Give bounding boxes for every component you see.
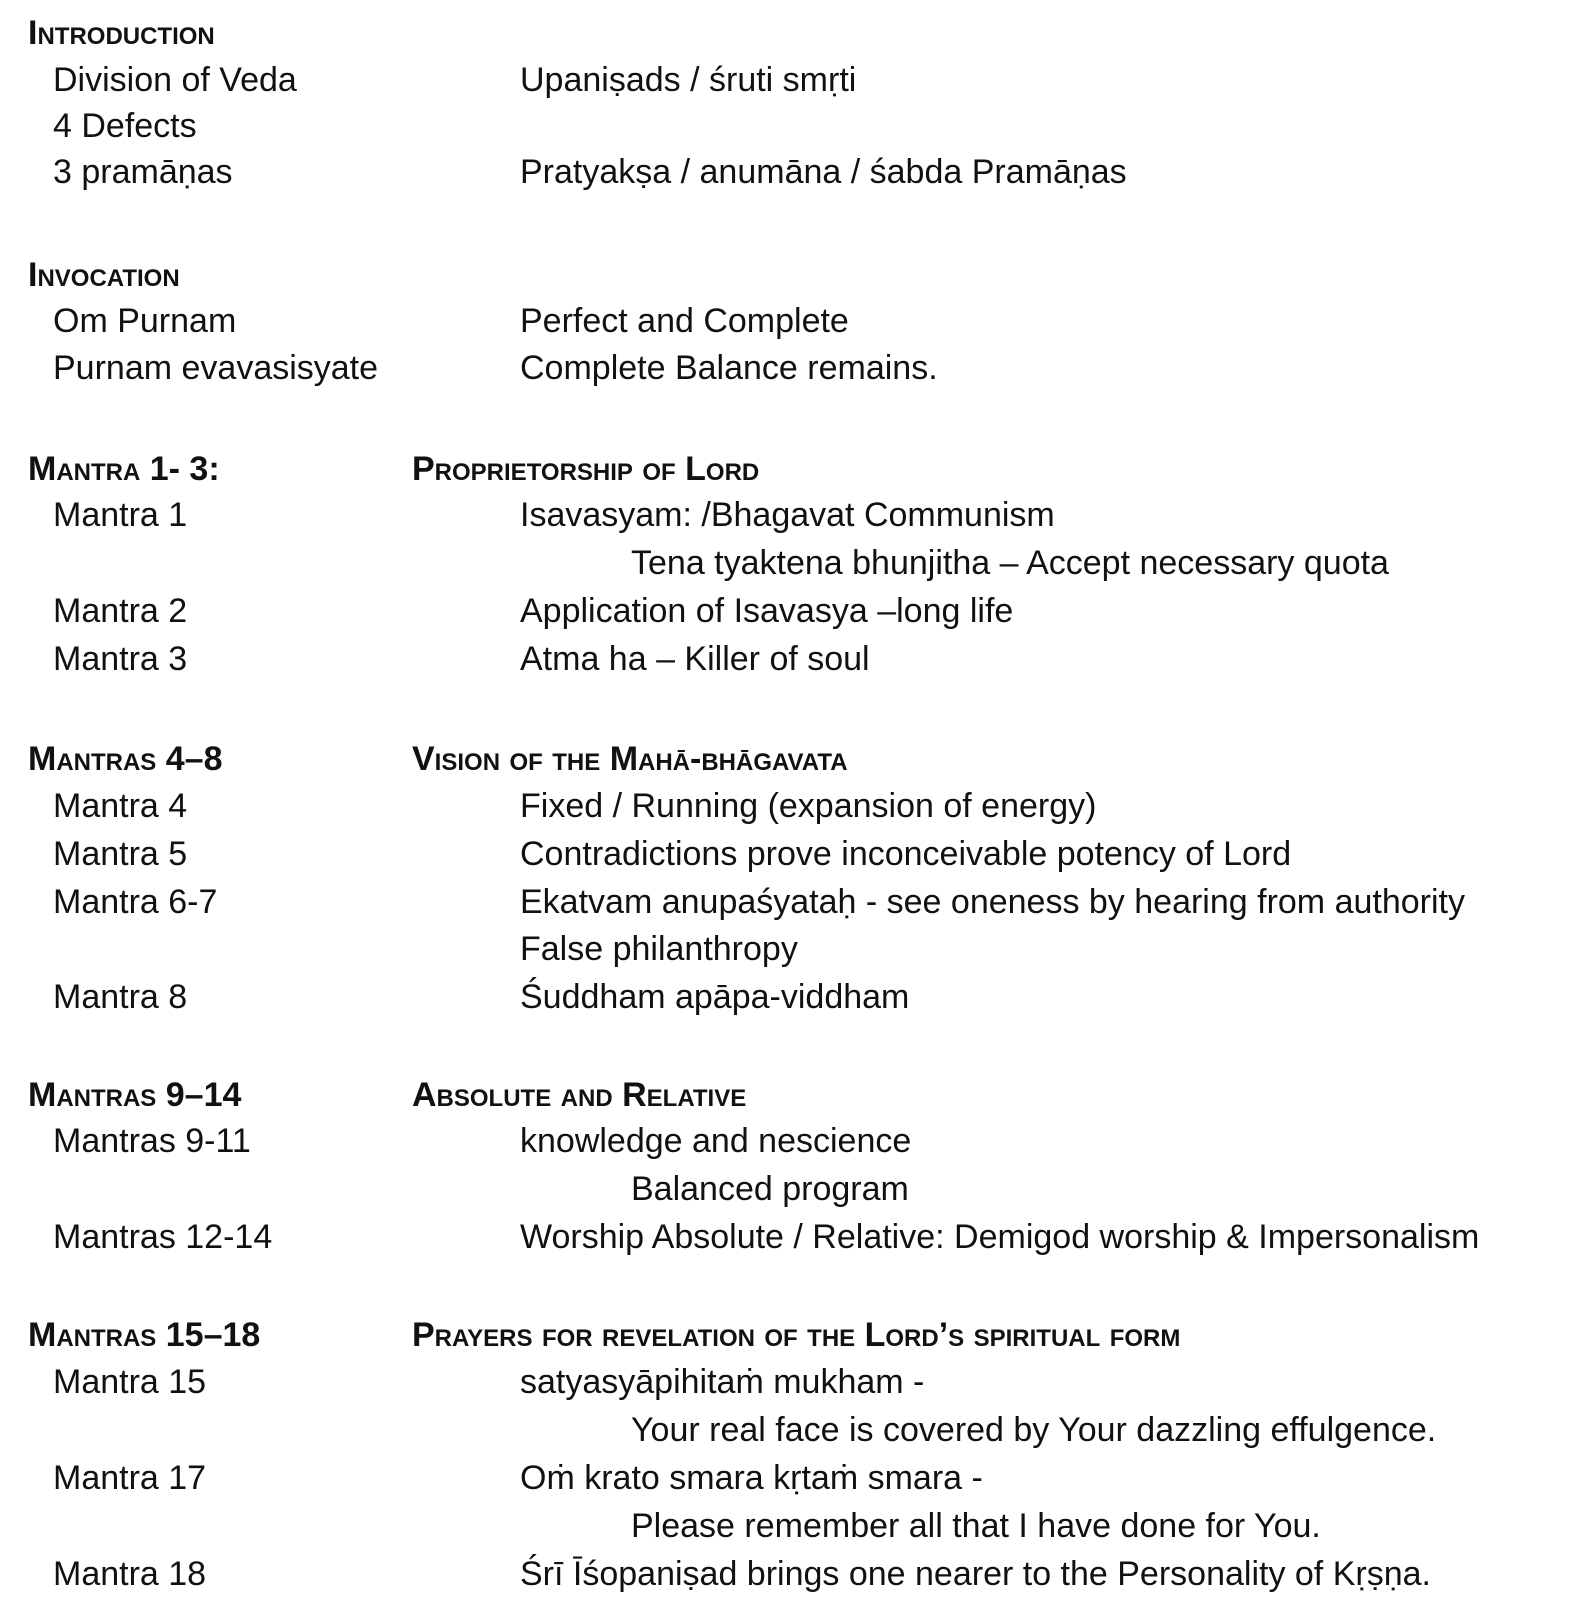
row-description: Oṁ krato smara kṛtaṁ smara -	[520, 1459, 983, 1497]
row-label: Mantras 9-11	[53, 1122, 251, 1160]
row-subdescription: Please remember all that I have done for You.	[631, 1507, 1321, 1545]
section-heading-mantra-1-3: Mantra 1- 3:	[28, 450, 220, 488]
row-label: Mantra 1	[53, 496, 188, 534]
row-description: Contradictions prove inconceivable potency of Lord	[520, 835, 1292, 873]
row-description: Fixed / Running (expansion of energy)	[520, 787, 1097, 825]
section-heading-mantras-4-8: Mantras 4–8	[28, 740, 223, 778]
row-description: Upaniṣads / śruti smṛti	[520, 61, 857, 99]
row-subdescription: Tena tyaktena bhunjitha – Accept necessary quota	[631, 544, 1389, 582]
row-description: Atma ha – Killer of soul	[520, 640, 870, 678]
section-heading-introduction: Introduction	[28, 14, 215, 52]
row-label: Division of Veda	[53, 61, 297, 99]
row-label: Mantra 2	[53, 592, 188, 630]
row-description: Pratyakṣa / anumāna / śabda Pramāṇas	[520, 153, 1127, 191]
section-title-prayers: Prayers for revelation of the Lord’s spiritual form	[412, 1316, 1181, 1354]
section-title-vision: Vision of the Mahā-bhāgavata	[412, 740, 848, 778]
row-label: Mantra 15	[53, 1363, 207, 1401]
row-description: Śuddham apāpa-viddham	[520, 978, 910, 1016]
row-label: Mantra 5	[53, 835, 188, 873]
row-description: knowledge and nescience	[520, 1122, 912, 1160]
row-description-continued: False philanthropy	[520, 930, 798, 968]
row-description: satyasyāpihitaṁ mukham -	[520, 1363, 925, 1401]
row-description: Worship Absolute / Relative: Demigod worship & Impersonalism	[520, 1218, 1480, 1256]
row-label: Purnam evavasisyate	[53, 349, 379, 387]
row-label: Om Purnam	[53, 302, 237, 340]
row-description: Śrī Īśopaniṣad brings one nearer to the Personality of Kṛṣṇa.	[520, 1555, 1431, 1593]
section-heading-invocation: Invocation	[28, 256, 180, 294]
row-label: Mantra 3	[53, 640, 188, 678]
row-label: Mantra 17	[53, 1459, 207, 1497]
row-label: Mantras 12-14	[53, 1218, 273, 1256]
row-label: Mantra 18	[53, 1555, 207, 1593]
row-description: Complete Balance remains.	[520, 349, 938, 387]
row-label: Mantra 4	[53, 787, 188, 825]
row-label: 4 Defects	[53, 107, 197, 145]
section-heading-mantras-15-18: Mantras 15–18	[28, 1316, 261, 1354]
row-label: Mantra 6-7	[53, 883, 218, 921]
row-subdescription: Balanced program	[631, 1170, 909, 1208]
row-description: Ekatvam anupaśyataḥ - see oneness by hearing from authority	[520, 883, 1465, 921]
row-label: Mantra 8	[53, 978, 188, 1016]
row-description: Application of Isavasya –long life	[520, 592, 1014, 630]
section-heading-mantras-9-14: Mantras 9–14	[28, 1076, 242, 1114]
row-label: 3 pramāṇas	[53, 153, 233, 191]
row-subdescription: Your real face is covered by Your dazzling effulgence.	[631, 1411, 1437, 1449]
section-title-absolute: Absolute and Relative	[412, 1076, 747, 1114]
row-description: Isavasyam: /Bhagavat Communism	[520, 496, 1055, 534]
section-title-proprietorship: Proprietorship of Lord	[412, 450, 760, 488]
row-description: Perfect and Complete	[520, 302, 849, 340]
